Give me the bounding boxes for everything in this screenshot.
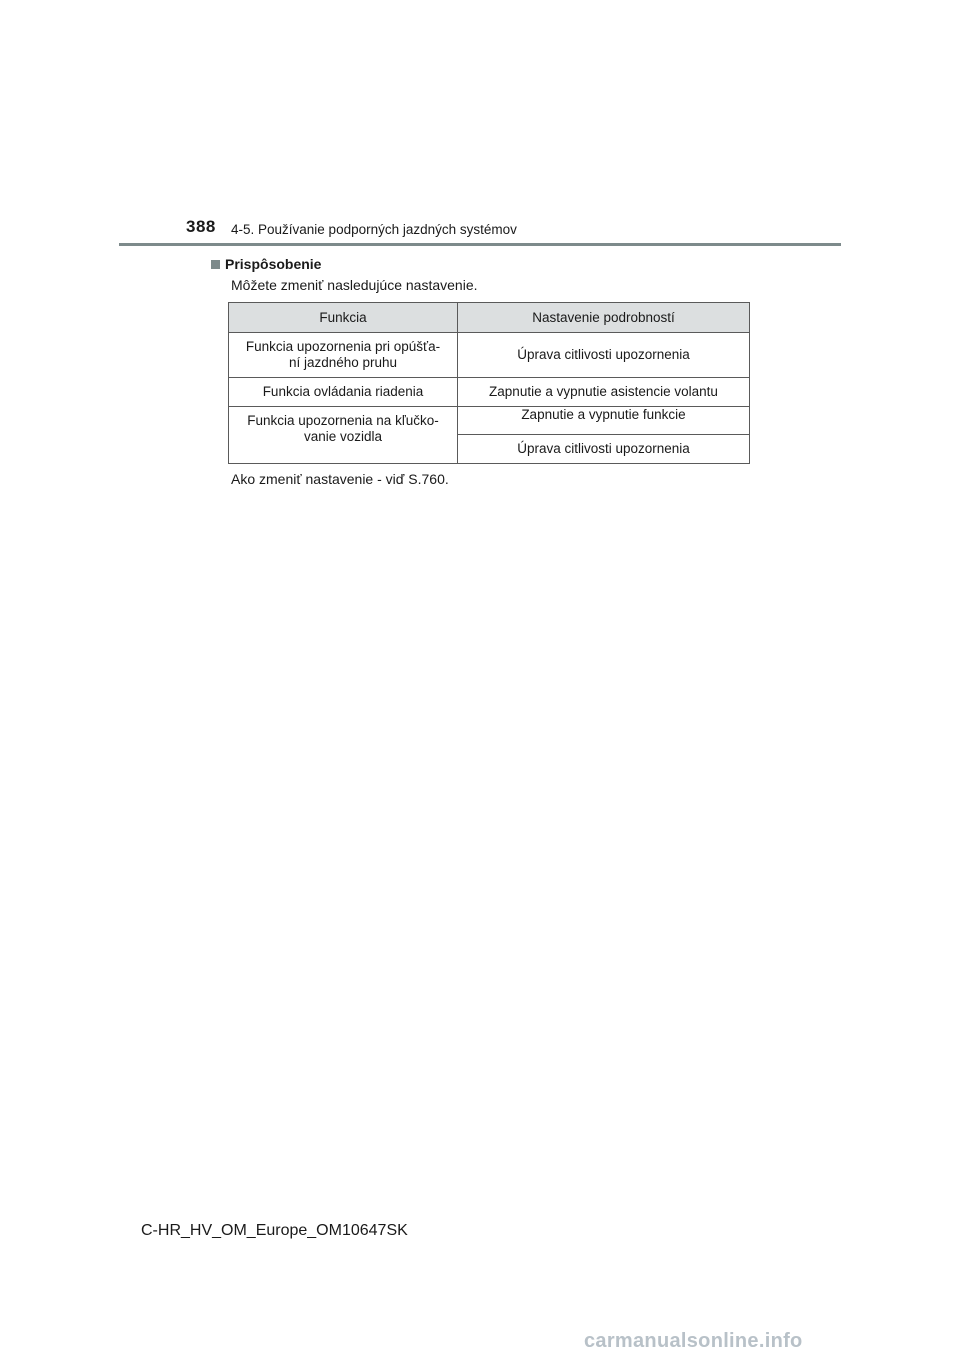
table-row — [229, 407, 750, 435]
settings-cell: Úprava citlivosti upozornenia — [458, 333, 750, 378]
page-number: 388 — [186, 217, 216, 236]
table-row — [229, 378, 750, 407]
heading — [211, 256, 321, 272]
function-cell — [229, 407, 458, 464]
intro-text: Môžete zmeniť nasledujúce nastavenie. — [231, 277, 478, 293]
table-row — [229, 333, 750, 378]
header-settings: Nastavenie podrobností — [458, 303, 750, 333]
settings-cell: Úprava citlivosti upozornenia — [458, 435, 750, 464]
function-cell: Funkcia ovládania riadenia — [229, 378, 458, 407]
table-header-row — [229, 303, 750, 333]
settings-cell: Zapnutie a vypnutie asistencie volantu — [458, 378, 750, 407]
function-line: Funkcia upozornenia pri opúšťa- — [245, 339, 441, 354]
reference-note: Ako zmeniť nastavenie - viď S.760. — [231, 471, 449, 487]
settings-cell: Zapnutie a vypnutie funkcie — [458, 407, 750, 435]
watermark[interactable]: carmanualsonline.info — [584, 1330, 803, 1352]
header-function: Funkcia — [229, 303, 458, 333]
square-bullet-icon — [211, 260, 220, 269]
section-title: 4-5. Používanie podporných jazdných systémov — [231, 222, 517, 237]
function-line: Funkcia upozornenia na kľučko- — [247, 413, 439, 428]
settings-table — [228, 302, 750, 464]
function-line: ní jazdného pruhu — [288, 355, 398, 370]
footer-doc-code: C-HR_HV_OM_Europe_OM10647SK — [141, 1222, 408, 1239]
heading-text: Prispôsobenie — [225, 256, 322, 272]
header-rule — [119, 243, 841, 246]
function-cell — [229, 333, 458, 378]
function-line: vanie vozidla — [303, 429, 383, 444]
